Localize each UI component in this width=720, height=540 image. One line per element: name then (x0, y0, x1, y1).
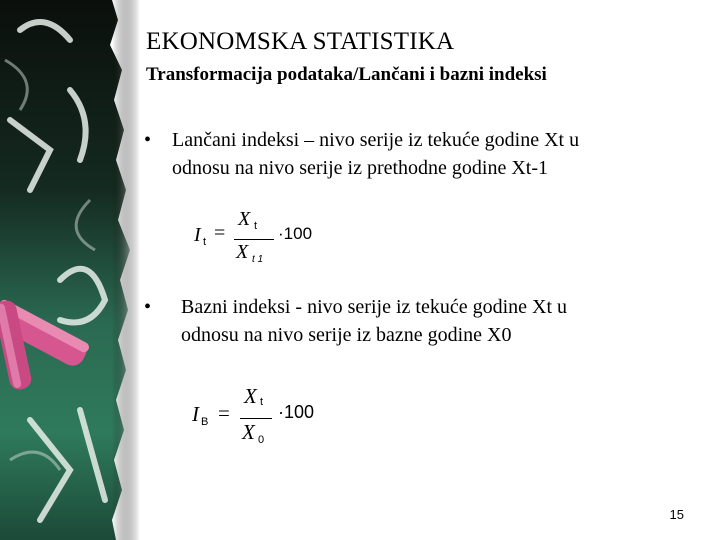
formula-fraction-bar (240, 418, 272, 419)
bullet-line: odnosu na nivo serije iz prethodne godine Xt-1 (172, 157, 549, 179)
formula-numerator: X (244, 384, 257, 408)
formula-fraction-bar (234, 239, 274, 240)
bullet-marker: • (144, 296, 152, 318)
formula-numerator-subscript: t (254, 220, 258, 232)
formula-equals: = (218, 401, 230, 425)
chalkboard-decoration (0, 0, 140, 540)
formula-denominator: X (236, 241, 249, 263)
bullet-line: odnosu na nivo serije iz bazne godine X0 (181, 324, 512, 346)
page-number: 15 (669, 507, 684, 522)
slide-subtitle: Transformacija podataka/Lančani i bazni indeksi (146, 64, 547, 85)
formula-denominator-subscript: t 1 (252, 254, 264, 265)
formula-lhs: I (192, 402, 199, 426)
formula-lhs-subscript: B (201, 416, 209, 428)
bullet-line: Bazni indeksi - nivo serije iz tekuće godine Xt u (181, 296, 568, 318)
bullet-text (181, 293, 701, 349)
bullet-text (172, 126, 712, 182)
formula-numerator-subscript: t (260, 396, 264, 408)
formula-equals: = (214, 222, 226, 244)
chalkboard-image (0, 0, 140, 540)
formula-base-index (192, 384, 332, 450)
bullet-base-index (144, 293, 704, 353)
formula-denominator-subscript: 0 (258, 434, 265, 446)
formula-lhs-subscript: t (203, 236, 207, 248)
formula-multiplier: ·100 (278, 402, 315, 422)
bullet-line: Lančani indeksi – nivo serije iz tekuće godine Xt u (172, 129, 580, 151)
formula-multiplier: ·100 (278, 224, 313, 243)
bullet-chain-index (144, 126, 704, 186)
slide-title: EKONOMSKA STATISTIKA (146, 28, 455, 55)
formula-chain-index (194, 208, 324, 268)
formula-denominator: X (242, 420, 255, 444)
formula-numerator: X (238, 208, 251, 230)
formula-lhs: I (194, 224, 201, 246)
bullet-marker: • (144, 129, 152, 151)
